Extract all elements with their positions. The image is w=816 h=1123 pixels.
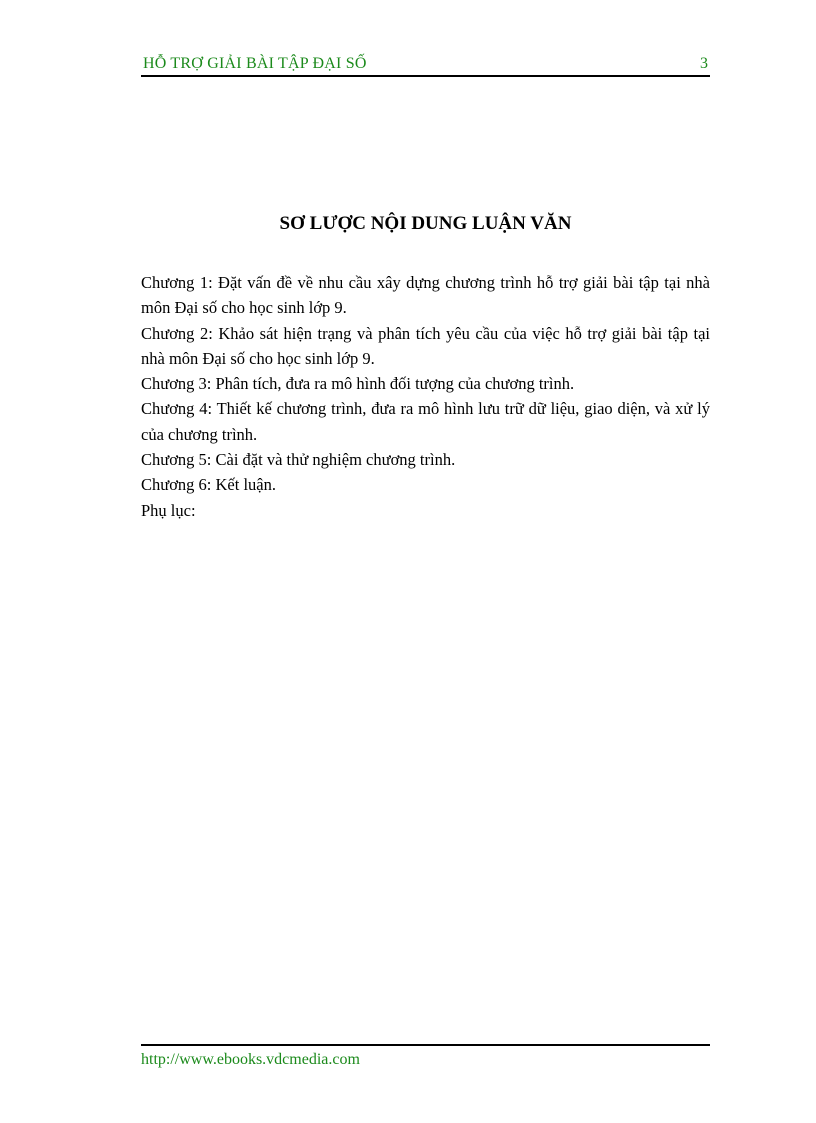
chapter-3-text: Chương 3: Phân tích, đưa ra mô hình đối tượng của chương trình. xyxy=(141,374,575,394)
page-number: 3 xyxy=(700,55,708,72)
appendix-text: Phụ lục: xyxy=(141,500,196,520)
document-title: SƠ LƯỢC NỘI DUNG LUẬN VĂN xyxy=(279,213,572,234)
page-header xyxy=(141,53,710,77)
chapter-4-text: Chương 4: Thiết kế chương trình, đưa ra mô hình lưu trữ dữ liệu, giao diện, và xử lý của chương trình. xyxy=(141,399,710,444)
footer-divider xyxy=(141,1044,710,1046)
chapter-2-text: Chương 2: Khảo sát hiện trạng và phân tích yêu cầu của việc hỗ trợ giải bài tập tại nhà môn Đại số cho học sinh lớp 9. xyxy=(141,323,710,368)
footer-link[interactable]: http://www.ebooks.vdcmedia.com xyxy=(141,1051,360,1068)
chapter-6-text: Chương 6: Kết luận. xyxy=(141,475,276,495)
chapter-list xyxy=(141,270,710,523)
chapter-1-text: Chương 1: Đặt vấn đề về nhu cầu xây dựng chương trình hỗ trợ giải bài tập tại nhà môn Đại số cho học sinh lớp 9. xyxy=(141,273,710,318)
chapter-5-text: Chương 5: Cài đặt và thử nghiệm chương trình. xyxy=(141,450,456,470)
header-title: HỖ TRỢ GIẢI BÀI TẬP ĐẠI SỐ xyxy=(143,55,367,72)
